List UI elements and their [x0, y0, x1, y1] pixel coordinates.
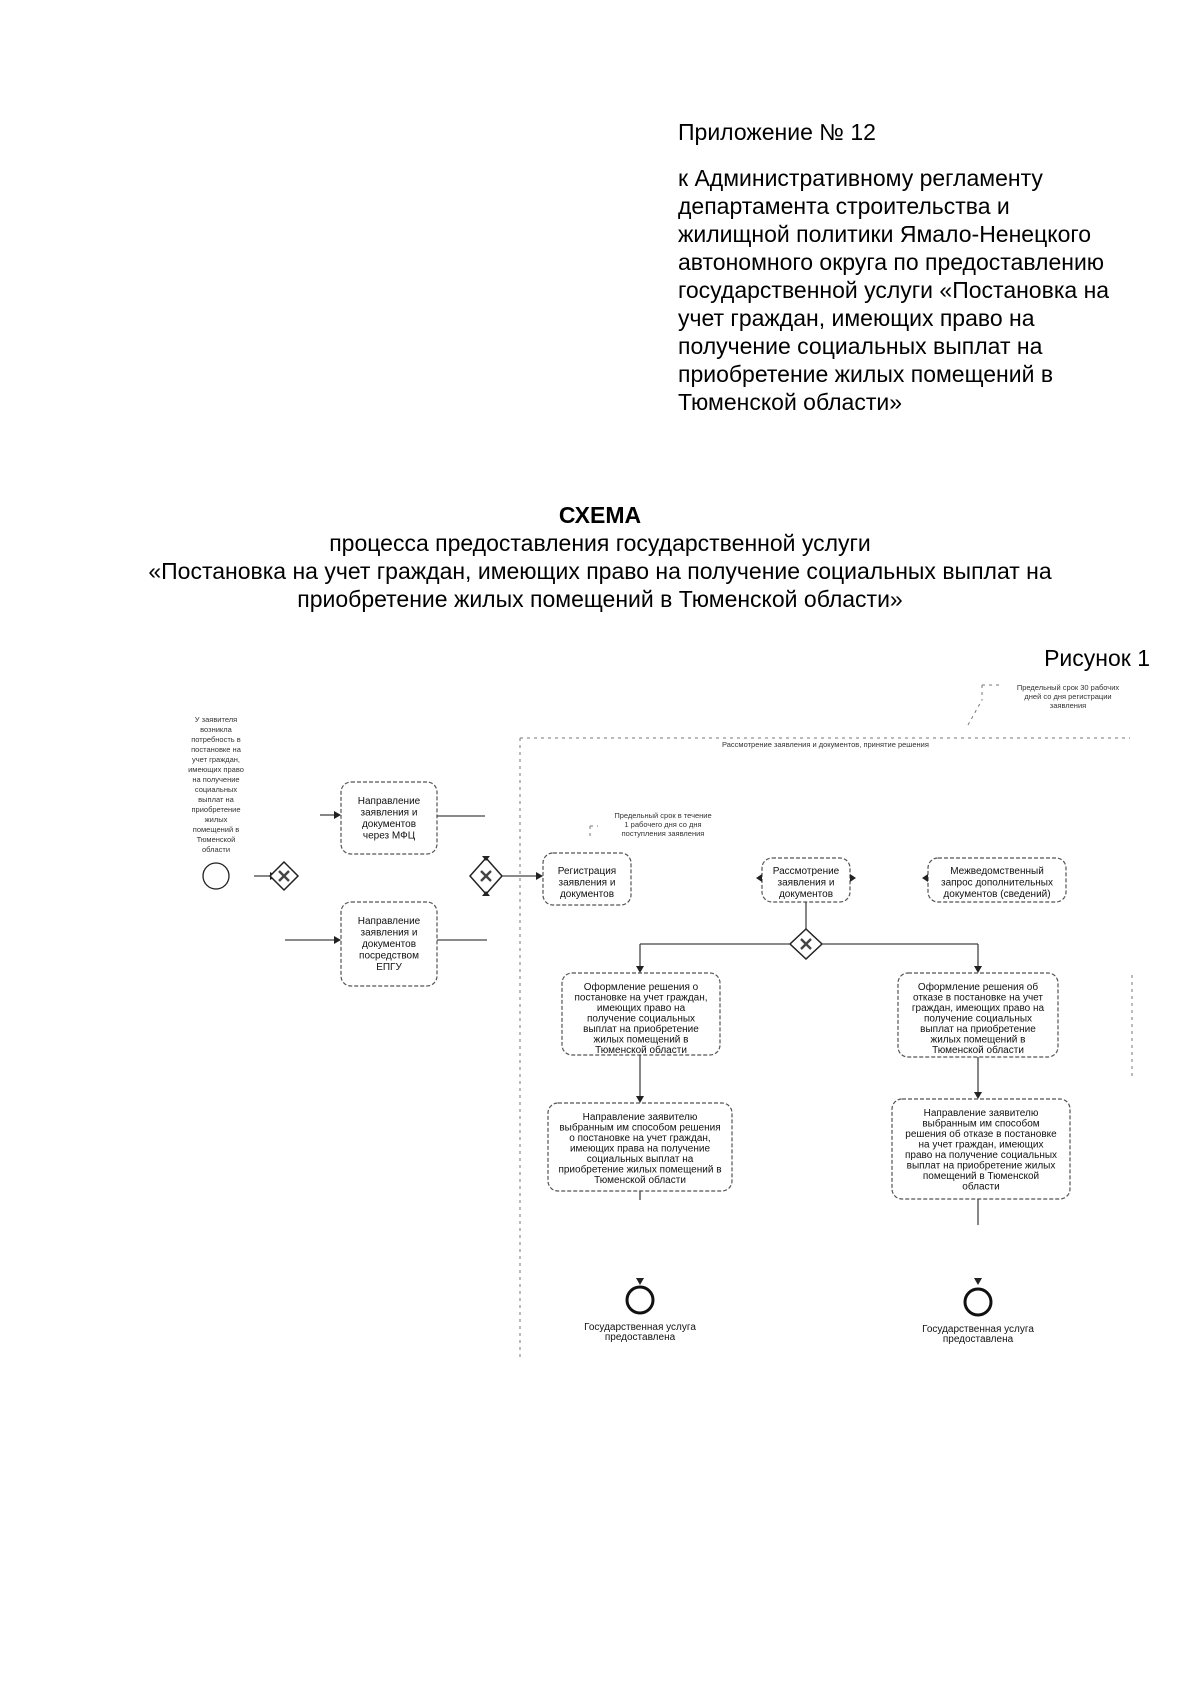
- task-review-line: заявления и: [777, 877, 835, 889]
- task-send-negative-line: помещений в Тюменской: [922, 1171, 1040, 1182]
- start-note-line: выплат на: [198, 795, 234, 804]
- task-review-line: Рассмотрение: [772, 866, 840, 877]
- end-negative-line: Государственная услуга: [922, 1324, 1034, 1335]
- task-send-positive-line: выбранным им способом решения: [559, 1122, 721, 1134]
- reg-note-line: Предельный срок в течение: [614, 811, 712, 820]
- reg-note-line: 1 рабочего дня со дня: [624, 820, 702, 829]
- task-send-negative-line: выбранным им способом: [922, 1118, 1040, 1130]
- task-send-positive-line: приобретение жилых помещений в: [558, 1164, 722, 1176]
- scheme-subtitle: процесса предоставления государственной услуги: [329, 530, 871, 556]
- timer-bracket: [982, 685, 1000, 700]
- task-send-negative-line: выплат на приобретение жилых: [906, 1160, 1056, 1172]
- end-event-negative: [965, 1289, 991, 1315]
- task-mfc-line: через МФЦ: [362, 830, 416, 842]
- start-note-line: социальных: [194, 785, 238, 794]
- gateway-exclusive-2: [470, 856, 502, 896]
- task-send-negative-line: решения об отказе в постановке: [905, 1129, 1057, 1140]
- start-event: [203, 863, 229, 889]
- start-note: [188, 715, 244, 854]
- task-decision-negative-line: граждан, имеющих право на: [911, 1003, 1045, 1014]
- task-decision-positive-line: получение социальных: [586, 1013, 696, 1025]
- timer-note-line: дней со дня регистрации: [1024, 692, 1112, 701]
- start-note-line: жилых: [204, 815, 228, 824]
- task-send-positive-label: [558, 1112, 721, 1186]
- task-registration-line: заявления и: [558, 877, 616, 889]
- end-event-positive-label: [584, 1322, 696, 1343]
- start-note-line: Тюменской: [196, 835, 236, 844]
- task-send-positive-line: имеющих права на получение: [569, 1143, 711, 1155]
- task-decision-negative-line: отказе в постановке на учет: [913, 992, 1043, 1004]
- start-note-line: на получение: [192, 775, 240, 784]
- task-send-positive-line: о постановке на учет граждан,: [569, 1133, 711, 1144]
- task-registration-label: [558, 866, 616, 900]
- task-decision-positive-label: [574, 981, 707, 1056]
- task-send-negative-line: право на получение социальных: [904, 1150, 1058, 1161]
- appendix-number: Приложение № 12: [678, 119, 876, 145]
- start-note-line: имеющих право: [188, 765, 244, 774]
- task-decision-positive-line: жилых помещений в: [593, 1034, 689, 1046]
- task-decision-positive-line: имеющих право на: [596, 1003, 686, 1014]
- appendix-text: к Административному регламенту департамента строительства и жилищной политики Ямало-Ненецкого автономного округа по предоставлению государственной услуги «Постановка на учет граждан, имеющих право на получение социальных выплат на приобретение жилых помещений в Тюменской области»: [678, 165, 1110, 415]
- task-mfc-line: заявления и: [360, 807, 418, 819]
- task-review-line: документов: [778, 889, 834, 900]
- task-interagency-line: Межведомственный: [950, 866, 1044, 877]
- start-note-line: возникла: [200, 725, 232, 734]
- task-mfc-line: Направление: [357, 796, 421, 807]
- timer-note-line: Предельный срок 30 рабочих: [1016, 683, 1120, 692]
- task-interagency-line: документов (сведений): [943, 889, 1051, 900]
- start-note-line: постановке на: [191, 745, 241, 754]
- gateway-exclusive-3: [790, 929, 822, 959]
- task-epgu-line: заявления и: [360, 927, 418, 939]
- task-registration-line: Регистрация: [557, 866, 617, 877]
- end-event-positive: [627, 1287, 653, 1313]
- task-decision-positive-line: выплат на приобретение: [583, 1024, 699, 1035]
- task-decision-negative-label: [912, 981, 1045, 1056]
- start-note-line: учет граждан,: [192, 755, 240, 764]
- task-send-positive-line: Тюменской области: [594, 1175, 686, 1186]
- task-send-negative-line: на учет граждан, имеющих: [918, 1139, 1044, 1151]
- timer-note-line: заявления: [1049, 701, 1087, 710]
- task-decision-positive-line: постановке на учет граждан,: [574, 992, 708, 1004]
- registration-note: [614, 811, 711, 838]
- start-note-line: приобретение: [191, 805, 241, 814]
- task-epgu-line: документов: [361, 939, 417, 950]
- task-send-negative-label: [905, 1108, 1057, 1193]
- end-negative-line: предоставлена: [942, 1334, 1014, 1345]
- lane-label: Рассмотрение заявления и документов, принятие решения: [722, 740, 929, 749]
- registration-note-bracket: [590, 826, 598, 840]
- start-note-line: области: [201, 845, 231, 854]
- timer-connector: [968, 700, 982, 725]
- task-interagency-line: запрос дополнительных: [940, 877, 1054, 889]
- task-mfc-line: документов: [361, 819, 417, 830]
- task-epgu-line: Направление: [357, 916, 421, 927]
- task-registration-line: документов: [559, 889, 615, 900]
- reg-note-line: поступления заявления: [621, 829, 705, 838]
- start-note-line: потребность в: [191, 735, 241, 744]
- start-note-line: У заявителя: [194, 715, 238, 724]
- task-send-negative-line: Направление заявителю: [923, 1108, 1039, 1119]
- gateway-exclusive-1: [270, 862, 298, 890]
- task-decision-negative-line: получение социальных: [923, 1013, 1033, 1025]
- task-review-label: [773, 866, 840, 900]
- task-epgu-line: ЕПГУ: [376, 962, 402, 973]
- scheme-service-name: «Постановка на учет граждан, имеющих право на получение социальных выплат на приобретение жилых помещений в Тюменской области»: [148, 558, 1052, 612]
- end-event-negative-label: [922, 1324, 1034, 1345]
- task-mfc-label: [358, 796, 421, 842]
- task-interagency-label: [941, 866, 1053, 900]
- task-send-negative-line: области: [962, 1181, 1000, 1193]
- task-decision-positive-line: Оформление решения о: [583, 982, 699, 993]
- task-epgu-line: посредством: [359, 950, 419, 962]
- task-send-positive-line: социальных выплат на: [586, 1154, 694, 1165]
- start-note-line: помещений в: [192, 825, 240, 834]
- timer-note: [1017, 683, 1120, 710]
- end-positive-line: предоставлена: [604, 1332, 676, 1343]
- end-positive-line: Государственная услуга: [584, 1322, 696, 1333]
- task-decision-negative-line: выплат на приобретение: [920, 1024, 1036, 1035]
- task-decision-positive-line: Тюменской области: [595, 1045, 687, 1056]
- task-send-positive-line: Направление заявителю: [582, 1112, 698, 1123]
- task-decision-negative-line: Оформление решения об: [917, 982, 1039, 993]
- task-decision-negative-line: Тюменской области: [932, 1045, 1024, 1056]
- figure-label: Рисунок 1: [1044, 645, 1150, 671]
- task-decision-negative-line: жилых помещений в: [930, 1034, 1026, 1046]
- scheme-title: СХЕМА: [558, 502, 642, 528]
